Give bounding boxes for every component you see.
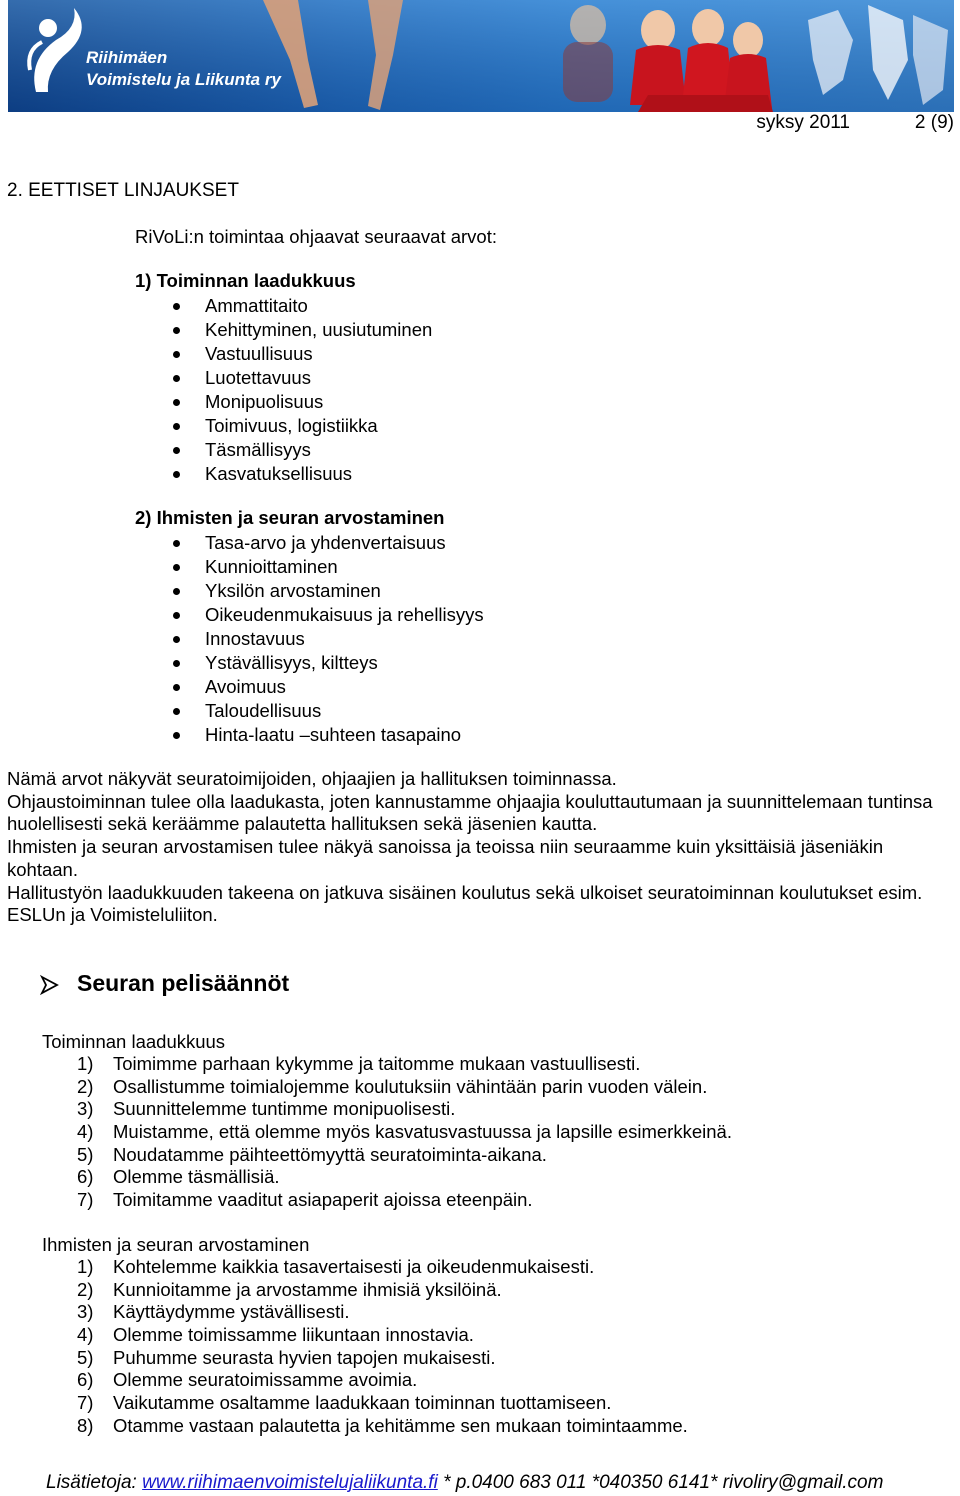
list-item: Toimivuus, logistiikka — [135, 414, 432, 438]
rules-heading: Seuran pelisäännöt — [77, 970, 290, 996]
list-item: Avoimuus — [135, 675, 484, 699]
list-item: Ammattitaito — [135, 294, 432, 318]
list-item: Ystävällisyys, kiltteys — [135, 651, 484, 675]
rule-item: 3) Käyttäydymme ystävällisesti. — [77, 1301, 350, 1323]
values-list — [135, 294, 432, 486]
rule-item: 6) Olemme täsmällisiä. — [77, 1166, 280, 1188]
values-group-title: 2) Ihmisten ja seuran arvostaminen — [135, 507, 445, 528]
list-item: Taloudellisuus — [135, 699, 484, 723]
list-item: Innostavuus — [135, 627, 484, 651]
values-list — [135, 531, 484, 747]
rule-item: 7) Vaikutamme osaltamme laadukkaan toiminnan tuottamiseen. — [77, 1392, 612, 1414]
list-item: Kehittyminen, uusiutuminen — [135, 318, 432, 342]
list-item: Hinta-laatu –suhteen tasapaino — [135, 723, 484, 747]
rules-list — [77, 1256, 688, 1438]
rule-item: 7) Toimitamme vaaditut asiapaperit ajoissa eteenpäin. — [77, 1189, 533, 1211]
list-item: Vastuullisuus — [135, 342, 432, 366]
rule-item: 3) Suunnittelemme tuntimme monipuolisesti. — [77, 1098, 456, 1120]
footer-label: Lisätietoja: — [46, 1472, 143, 1493]
rules-list — [77, 1053, 732, 1212]
paragraph: Ohjaustoiminnan tulee olla laadukasta, joten kannustamme ohjaajia kouluttautumaan ja suunnittelemaan tuntinsa huolellisesti sekä keräämme palautetta hallituksen sekä jäsenien kautta. — [7, 790, 933, 835]
arrow-bullet-icon — [40, 974, 60, 996]
rule-item: 2) Osallistumme toimialojemme koulutuksiin vähintään parin vuoden välein. — [77, 1075, 708, 1097]
body-paragraphs — [7, 768, 952, 927]
gymnasts-figure — [630, 9, 773, 112]
paragraph: Nämä arvot näkyvät seuratoimijoiden, ohjaajien ja hallituksen toiminnassa. — [7, 768, 617, 789]
rules-group-title: Toiminnan laadukkuus — [42, 1031, 226, 1052]
list-item: Kunnioittaminen — [135, 555, 484, 579]
rule-item: 5) Puhumme seurasta hyvien tapojen mukaisesti. — [77, 1346, 496, 1368]
values-group-title: 1) Toiminnan laadukkuus — [135, 270, 356, 291]
footer-contact: * p.0400 683 011 *040350 6141* rivoliry@gmail.com — [437, 1472, 884, 1493]
logo-text-line1: Riihimäen — [86, 48, 168, 67]
list-item: Täsmällisyys — [135, 438, 432, 462]
rule-item: 4) Olemme toimissamme liikuntaan innostavia. — [77, 1324, 474, 1346]
paragraph: Ihmisten ja seuran arvostamisen tulee näkyä sanoissa ja teoissa niin seuraamme kuin yksittäisiä jäseniäkin kohtaan. — [7, 836, 884, 880]
rule-item: 5) Noudatamme päihteettömyyttä seuratoiminta-aikana. — [77, 1143, 547, 1165]
rule-item: 8) Otamme vastaan palautetta ja kehitämme sen mukaan toimintaamme. — [77, 1414, 688, 1436]
header-banner — [8, 0, 954, 112]
intro-text: RiVoLi:n toimintaa ohjaavat seuraavat arvot: — [135, 226, 497, 247]
rule-item: 1) Toimimme parhaan kykymme ja taitomme mukaan vastuullisesti. — [77, 1053, 641, 1074]
footer — [46, 1472, 883, 1494]
section-title: 2. EETTISET LINJAUKSET — [7, 180, 239, 201]
paragraph: Hallitustyön laadukkuuden takeena on jatkuva sisäinen koulutus sekä ulkoiset seuratoiminnan koulutukset esim. ESLUn ja Voimisteluliiton. — [7, 881, 923, 926]
list-item: Tasa-arvo ja yhdenvertaisuus — [135, 531, 484, 555]
list-item: Luotettavuus — [135, 366, 432, 390]
header-date: syksy 2011 — [756, 112, 850, 133]
rule-item: 6) Olemme seuratoimissamme avoimia. — [77, 1369, 418, 1391]
list-item: Monipuolisuus — [135, 390, 432, 414]
rules-group-title: Ihmisten ja seuran arvostaminen — [42, 1234, 310, 1255]
list-item: Oikeudenmukaisuus ja rehellisyys — [135, 603, 484, 627]
list-item: Yksilön arvostaminen — [135, 579, 484, 603]
rule-item: 2) Kunnioitamme ja arvostamme ihmisiä yksilöinä. — [77, 1278, 502, 1300]
list-item: Kasvatuksellisuus — [135, 462, 432, 486]
rule-item: 1) Kohtelemme kaikkia tasavertaisesti ja oikeudenmukaisesti. — [77, 1256, 595, 1277]
page-number: 2 (9) — [914, 112, 954, 133]
logo-text-line2: Voimistelu ja Liikunta ry — [86, 70, 281, 89]
website-link[interactable]: www.riihimaenvoimistelujaliikunta.fi — [142, 1472, 438, 1493]
rule-item: 4) Muistamme, että olemme myös kasvatusvastuussa ja lapsille esimerkkeinä. — [77, 1121, 732, 1143]
